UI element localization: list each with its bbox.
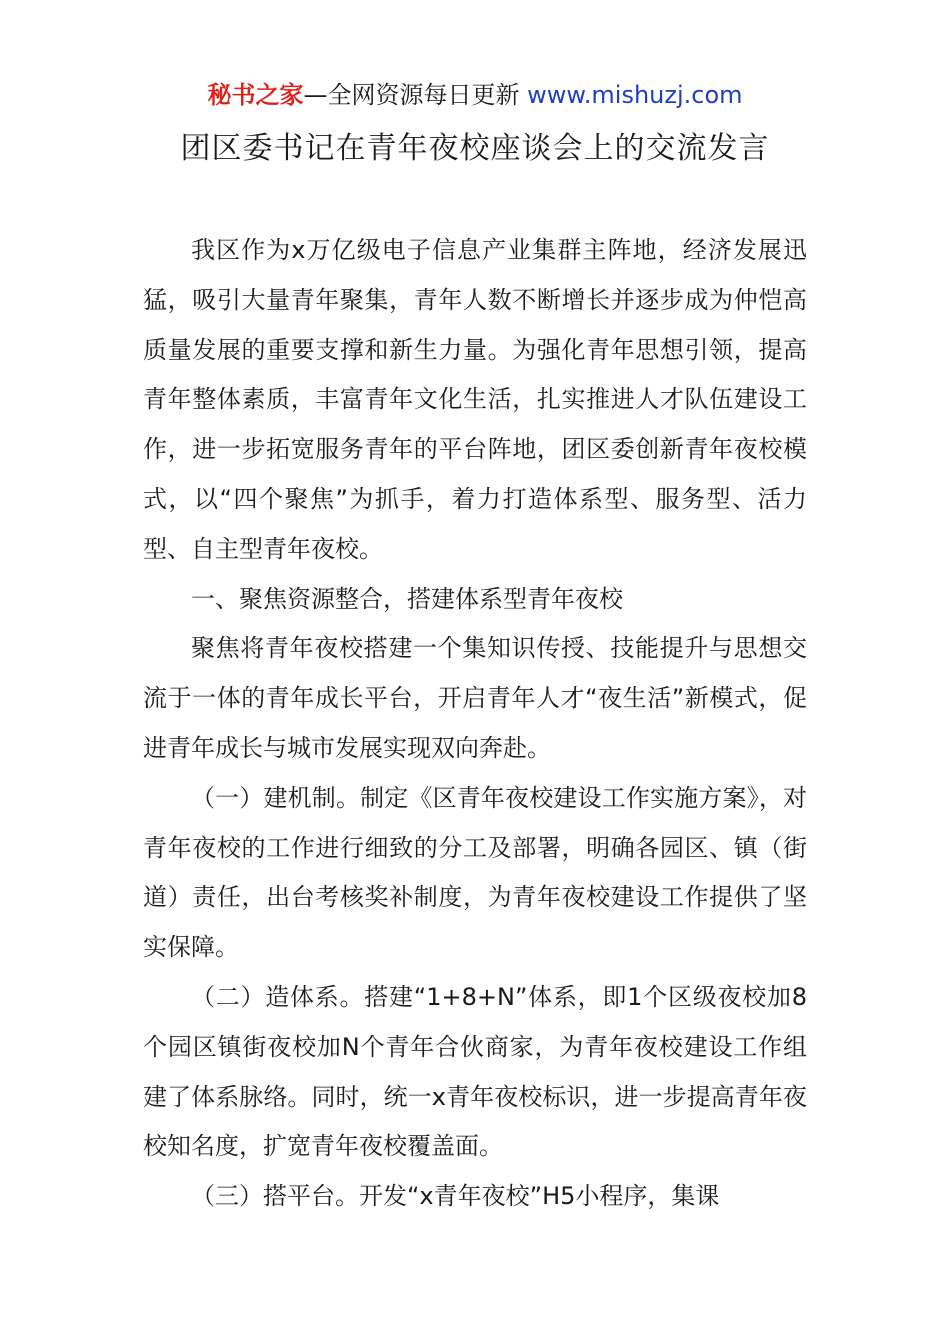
paragraph-item-2: （二）造体系。搭建“1+8+N”体系，即1个区级夜校加8个园区镇街夜校加N个青年合伙商家，为青年夜校建设工作组建了体系脉络。同时，统一x青年夜校标识，进一步提高青年夜校知名度，扩宽青年夜校覆盖面。 (143, 982, 807, 1161)
paragraph-section-intro: 聚焦将青年夜校搭建一个集知识传授、技能提升与思想交流于一体的青年成长平台，开启青年人才“夜生活”新模式，促进青年成长与城市发展实现双向奔赴。 (143, 634, 807, 762)
section-heading: 一、聚焦资源整合，搭建体系型青年夜校 (191, 584, 623, 613)
document-body (143, 226, 807, 1222)
paragraph-item-3: （三）搭平台。开发“x青年夜校”H5小程序，集课 (191, 1182, 720, 1211)
site-header (0, 78, 950, 112)
paragraph-intro: 我区作为x万亿级电子信息产业集群主阵地，经济发展迅猛，吸引大量青年聚集，青年人数不断增长并逐步成为仲恺高质量发展的重要支撑和新生力量。为强化青年思想引领，提高青年整体素质，丰富青年文化生活，扎实推进人才队伍建设工作，进一步拓宽服务青年的平台阵地，团区委创新青年夜校模式，以“四个聚焦”为抓手，着力打造体系型、服务型、活力型、自主型青年夜校。 (143, 236, 807, 563)
document-title: 团区委书记在青年夜校座谈会上的交流发言 (180, 131, 770, 166)
site-brand: 秘书之家 (207, 81, 304, 109)
paragraph-item-1: （一）建机制。制定《区青年夜校建设工作实施方案》，对青年夜校的工作进行细致的分工及部署，明确各园区、镇（街道）责任，出台考核奖补制度，为青年夜校建设工作提供了坚实保障。 (143, 783, 807, 962)
site-tagline: —全网资源每日更新 (303, 81, 520, 109)
site-url-link[interactable]: www.mishuzj.com (527, 81, 743, 109)
